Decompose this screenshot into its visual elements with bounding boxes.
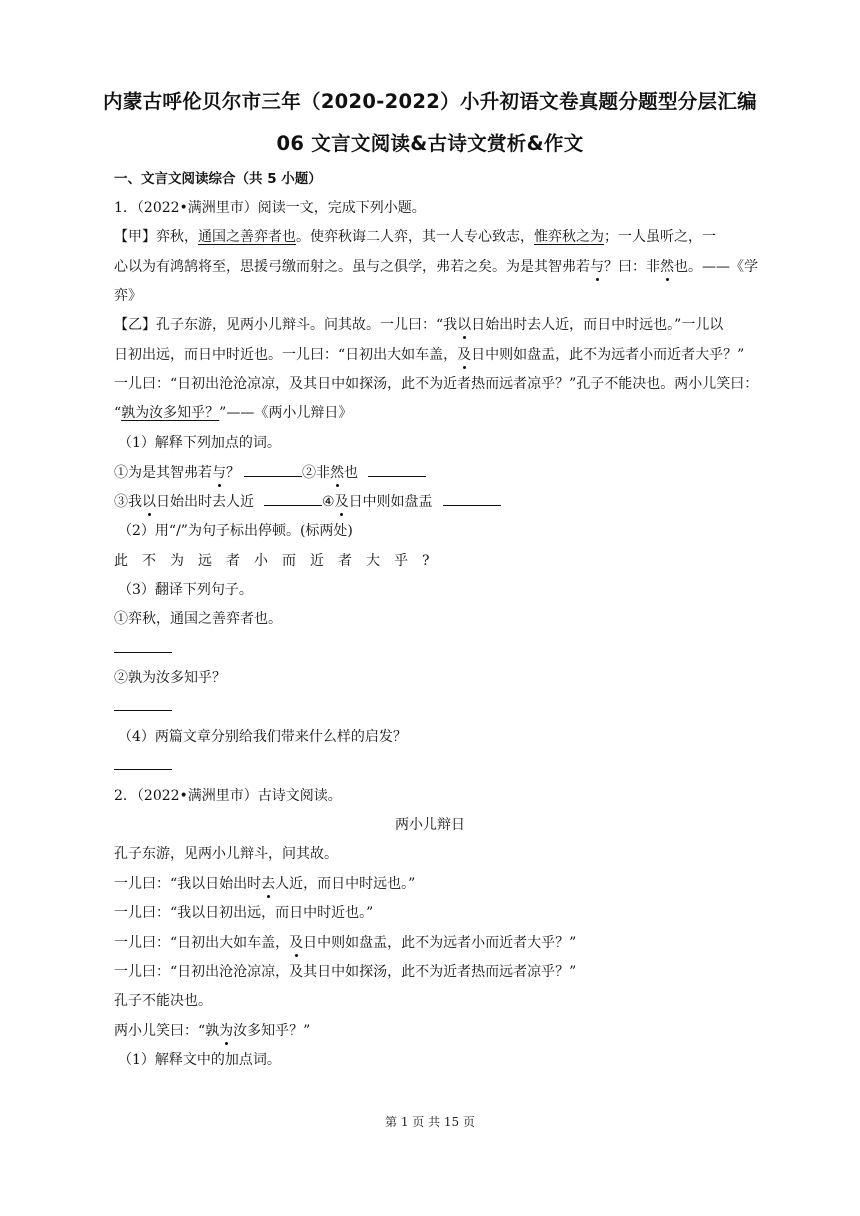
passage-yi-line1: 【乙】孔子东游，见两小儿辩斗。问其故。一儿曰：“我以日始出时去人近，而日中时远也。”一儿以 bbox=[114, 317, 724, 333]
answer-line[interactable] bbox=[114, 757, 172, 775]
passage-yi-line3: 一儿曰：“日初出沧沧凉凉，及其日中如探汤，此不为近者热而远者凉乎？”孔子不能决也。两小儿笑曰： bbox=[114, 376, 759, 392]
dotted-word: 去 bbox=[261, 876, 276, 892]
poem-line: 孔子不能决也。 bbox=[114, 993, 212, 1009]
dotted-word: 与 bbox=[590, 259, 604, 275]
answer-line[interactable] bbox=[114, 698, 172, 716]
answer-blank[interactable] bbox=[443, 493, 501, 506]
answer-blank[interactable] bbox=[368, 464, 426, 477]
poem-line: 孔子东游，见两小儿辩斗，问其故。 bbox=[114, 846, 338, 862]
dotted-word: 然 bbox=[330, 465, 344, 481]
dotted-word: 以 bbox=[142, 494, 156, 510]
poem-line: 两小儿笑曰：“孰为汝多知乎？” bbox=[114, 1023, 311, 1039]
passage-yi-line4: “孰为汝多知乎？”——《两小儿辩日》 bbox=[114, 405, 353, 421]
poem-line: 一儿曰：“日初出大如车盖，及日中则如盘盂，此不为远者小而近者大乎？” bbox=[114, 935, 577, 951]
poem-title: 两小儿辩日 bbox=[395, 817, 465, 833]
question-1-sub3: （3）翻译下列句子。 bbox=[118, 582, 253, 598]
document-title-line1: 内蒙古呼伦贝尔市三年（2020-2022）小升初语文卷真题分题型分层汇编 bbox=[103, 90, 757, 113]
passage-yi-line2: 日初出远，而日中时近也。一儿曰：“日初出大如车盖，及日中则如盘盂，此不为远者小而近者大乎？” bbox=[114, 347, 745, 363]
answer-line[interactable] bbox=[114, 640, 172, 658]
dotted-word: 以 bbox=[457, 317, 472, 333]
answer-blank[interactable] bbox=[264, 493, 322, 506]
underlined-phrase: 通国之善弈者也 bbox=[198, 229, 296, 245]
question-1-sub1: （1）解释下列加点的词。 bbox=[118, 435, 281, 451]
document-title-line2: 06 文言文阅读&古诗文赏析&作文 bbox=[276, 132, 584, 155]
question-1-sub4: （4）两篇文章分别给我们带来什么样的启发？ bbox=[118, 729, 407, 745]
question-2-intro: 2．（2022•满洲里市）古诗文阅读。 bbox=[114, 788, 342, 804]
section-heading: 一、文言文阅读综合（共 5 小题） bbox=[114, 171, 322, 187]
dotted-word: 及 bbox=[457, 347, 472, 363]
question-1-sub2: （2）用“/”为句子标出停顿。(标两处) bbox=[118, 523, 353, 539]
page-footer: 第 1 页 共 15 页 bbox=[385, 1115, 475, 1129]
dotted-word: 及 bbox=[334, 494, 349, 510]
question-1-sub3-item2: ②孰为汝多知乎？ bbox=[114, 670, 226, 686]
dotted-word: 然 bbox=[660, 259, 674, 275]
answer-blank[interactable] bbox=[244, 464, 302, 477]
poem-line: 一儿曰：“我以日始出时去人近，而日中时远也。” bbox=[114, 876, 416, 892]
question-1-intro: 1．（2022•满洲里市）阅读一文，完成下列小题。 bbox=[114, 200, 426, 216]
underlined-phrase: 孰为汝多知乎？ bbox=[121, 405, 220, 421]
question-1-sub1-items-row2: ③我以日始出时去人近 ④及日中则如盘盂 bbox=[114, 493, 501, 511]
dotted-word: 为 bbox=[219, 1023, 234, 1039]
passage-jia-line3: 弈》 bbox=[114, 288, 142, 304]
question-2-sub1: （1）解释文中的加点词。 bbox=[118, 1052, 281, 1068]
dotted-word: 与 bbox=[212, 465, 226, 481]
passage-jia-line1: 【甲】弈秋，通国之善弈者也。使弈秋诲二人弈，其一人专心致志，惟弈秋之为；一人虽听之，一 bbox=[114, 229, 716, 245]
question-1-sub2-sentence: 此不为远者小而近者大乎? bbox=[114, 553, 444, 569]
poem-line: 一儿曰：“日初出沧沧凉凉，及其日中如探汤，此不为近者热而远者凉乎？” bbox=[114, 964, 577, 980]
poem-line: 一儿曰：“我以日初出远，而日中时近也。” bbox=[114, 905, 374, 921]
dotted-word: 及 bbox=[289, 935, 304, 951]
question-1-sub1-items-row1: ①为是其智弗若与？ ②非然也 bbox=[114, 464, 426, 482]
passage-jia-line2: 心以为有鸿鹄将至，思援弓缴而射之。虽与之俱学，弗若之矣。为是其智弗若与？曰：非然也。——《学 bbox=[114, 259, 758, 275]
question-1-sub3-item1: ①弈秋，通国之善弈者也。 bbox=[114, 611, 282, 627]
underlined-phrase: 惟弈秋之为 bbox=[534, 229, 604, 245]
